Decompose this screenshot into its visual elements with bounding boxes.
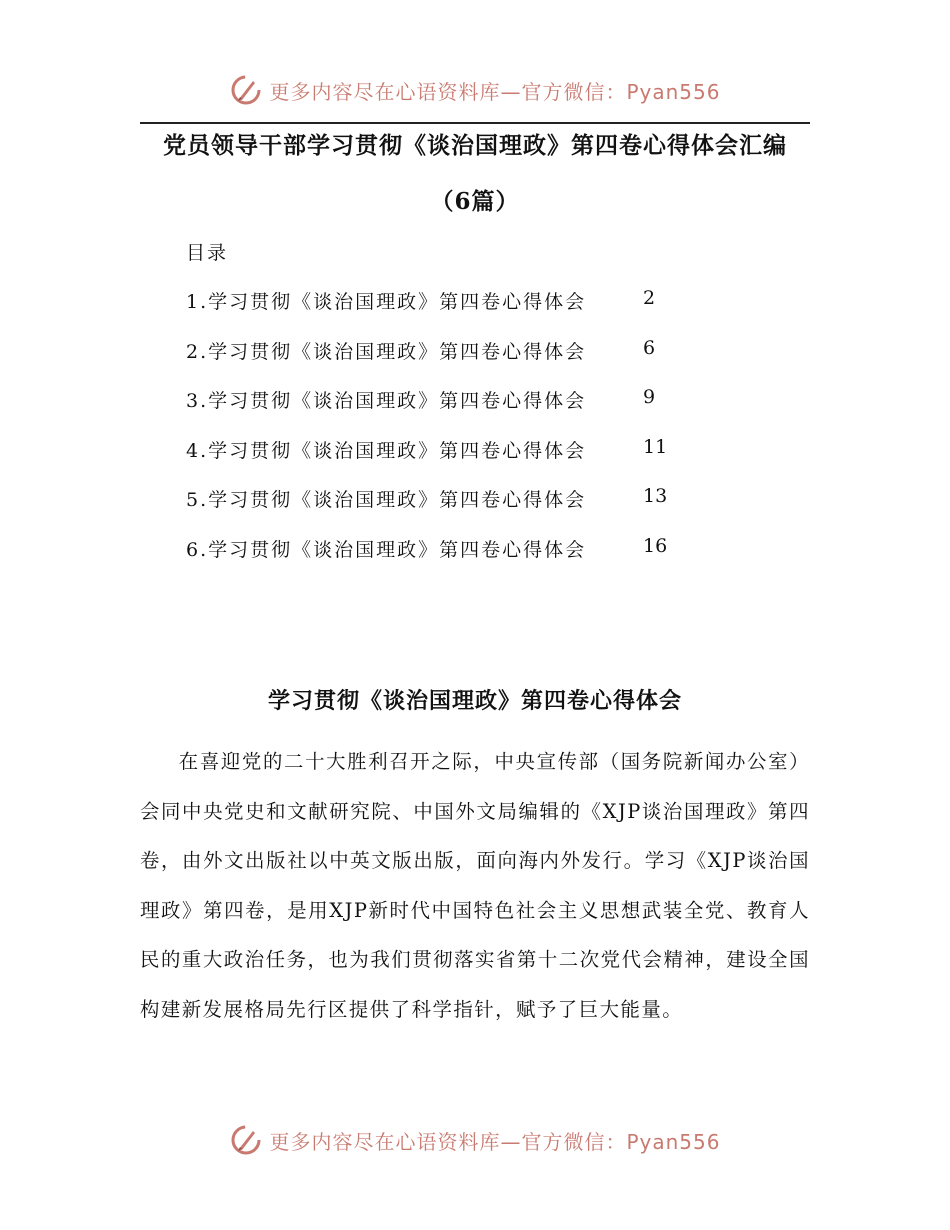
document-title-count: （6篇）	[430, 188, 520, 215]
toc-item[interactable]	[186, 436, 706, 466]
quill-pen-logo-icon	[229, 73, 263, 107]
toc-item-page: 9	[643, 386, 656, 408]
toc-item-page: 16	[643, 535, 668, 557]
toc-heading: 目录	[186, 242, 229, 264]
toc-item-label: 5.学习贯彻《谈治国理政》第四卷心得体会	[186, 489, 587, 511]
toc-item[interactable]	[186, 287, 706, 317]
toc-item-label: 6.学习贯彻《谈治国理政》第四卷心得体会	[186, 539, 587, 561]
watermark-footer	[0, 1120, 950, 1160]
toc-item-page: 6	[643, 337, 656, 359]
watermark-text: 更多内容尽在心语资料库—官方微信：Pyan556	[269, 79, 721, 104]
toc-item[interactable]	[186, 337, 706, 367]
toc-item-label: 1.学习贯彻《谈治国理政》第四卷心得体会	[186, 291, 587, 313]
toc-item-label: 2.学习贯彻《谈治国理政》第四卷心得体会	[186, 341, 587, 363]
body-paragraph: 在喜迎党的二十大胜利召开之际，中央宣传部（国务院新闻办公室）会同中央党史和文献研究院、中国外文局编辑的《XJP谈治国理政》第四卷，由外文出版社以中英文版出版，面向海内外发行。学习《XJP谈治国理政》第四卷，是用XJP新时代中国特色社会主义思想武装全党、教育人民的重大政治任务，也为我们贯彻落实省第十二次党代会精神，建设全国构建新发展格局先行区提供了科学指针，赋予了巨大能量。	[140, 750, 810, 1021]
toc-item-page: 2	[643, 287, 656, 309]
watermark-inner	[229, 1123, 720, 1157]
watermark-text: 更多内容尽在心语资料库—官方微信：Pyan556	[269, 1129, 721, 1154]
toc-item[interactable]	[186, 535, 706, 565]
quill-pen-logo-icon	[229, 1123, 263, 1157]
document-title: 党员领导干部学习贯彻《谈治国理政》第四卷心得体会汇编	[163, 132, 787, 159]
header-divider	[140, 122, 810, 124]
toc-item[interactable]	[186, 386, 706, 416]
toc-item-page: 11	[643, 436, 668, 458]
toc-item-page: 13	[643, 485, 668, 507]
watermark-inner	[229, 73, 720, 107]
watermark-header	[0, 70, 950, 110]
toc-item-label: 3.学习贯彻《谈治国理政》第四卷心得体会	[186, 390, 587, 412]
toc-item[interactable]	[186, 485, 706, 515]
section-title: 学习贯彻《谈治国理政》第四卷心得体会	[267, 688, 682, 714]
toc-item-label: 4.学习贯彻《谈治国理政》第四卷心得体会	[186, 440, 587, 462]
